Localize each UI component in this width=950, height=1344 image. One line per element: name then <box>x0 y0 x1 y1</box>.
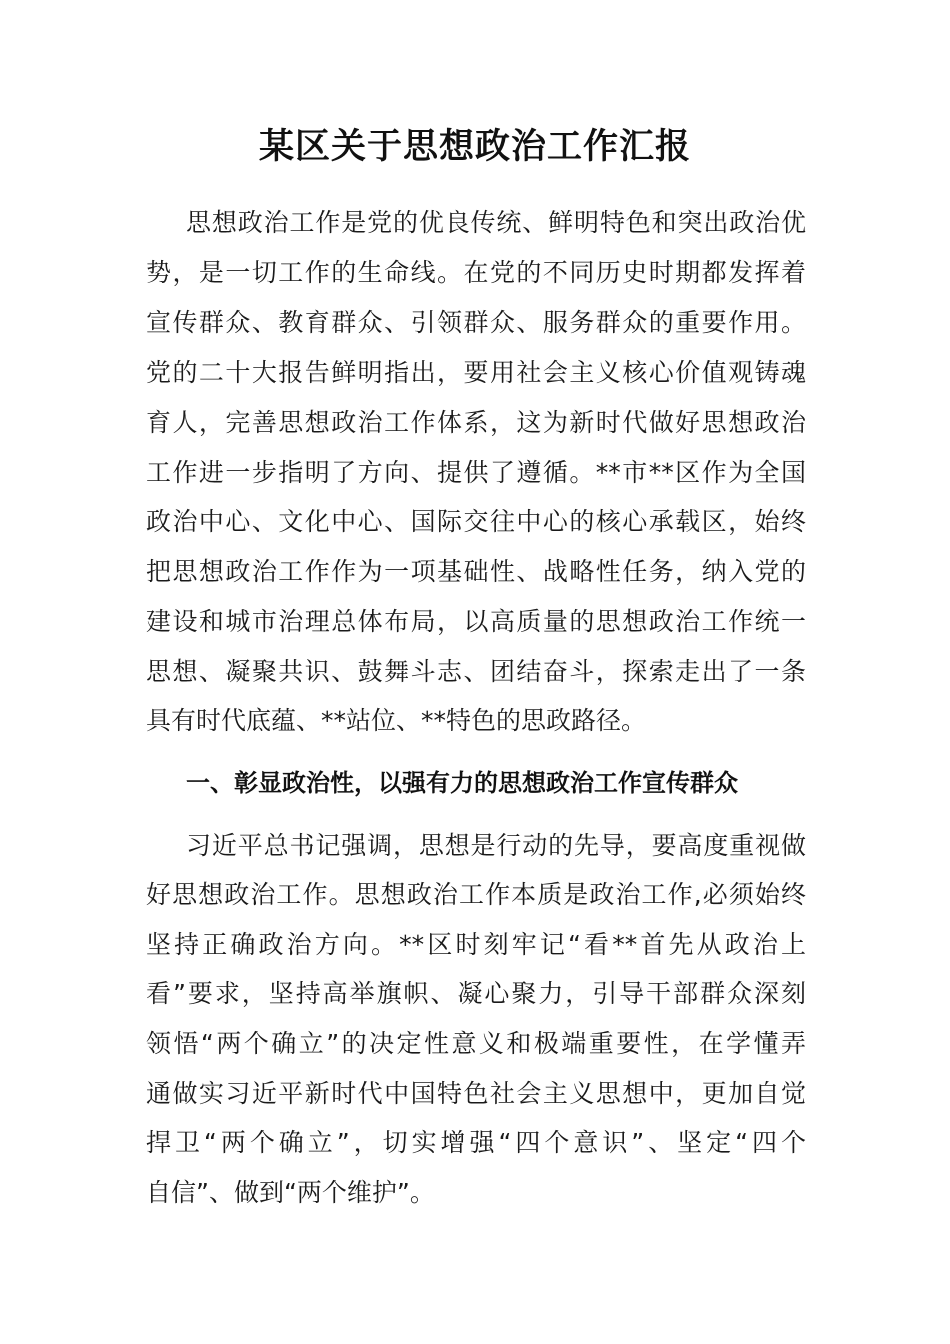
paragraph-line: 坚持正确政治方向。**区时刻牢记“看**首先从政治上 <box>146 930 806 959</box>
paragraph-line: 通做实习近平新时代中国特色社会主义思想中，更加自觉 <box>146 1079 806 1108</box>
paragraph-line: 势，是一切工作的生命线。在党的不同历史时期都发挥着 <box>146 258 806 287</box>
document-title: 某区关于思想政治工作汇报 <box>258 126 691 167</box>
paragraph-line: 宣传群众、教育群众、引领群众、服务群众的重要作用。 <box>146 308 806 337</box>
paragraph-line: 自信”、做到“两个维护”。 <box>146 1178 435 1207</box>
paragraph-line: 捍卫“两个确立”，切实增强“四个意识”、坚定“四个 <box>146 1128 806 1157</box>
paragraph-line: 把思想政治工作作为一项基础性、战略性任务，纳入党的 <box>146 557 806 586</box>
paragraph-line: 思想、凝聚共识、鼓舞斗志、团结奋斗，探索走出了一条 <box>146 657 806 686</box>
paragraph-line: 好思想政治工作。思想政治工作本质是政治工作,必须始终 <box>146 880 806 909</box>
paragraph-line: 领悟“两个确立”的决定性意义和极端重要性，在学懂弄 <box>146 1029 806 1058</box>
section-heading: 一、彰显政治性，以强有力的思想政治工作宣传群众 <box>186 769 738 797</box>
paragraph-line: 思想政治工作是党的优良传统、鲜明特色和突出政治优 <box>186 208 806 237</box>
paragraph-line: 看”要求，坚持高举旗帜、凝心聚力，引导干部群众深刻 <box>146 979 806 1008</box>
paragraph-line: 党的二十大报告鲜明指出，要用社会主义核心价值观铸魂 <box>146 358 806 387</box>
paragraph-line: 政治中心、文化中心、国际交往中心的核心承载区，始终 <box>146 507 806 536</box>
paragraph-line: 习近平总书记强调，思想是行动的先导，要高度重视做 <box>186 831 806 860</box>
paragraph-line: 建设和城市治理总体布局，以高质量的思想政治工作统一 <box>146 607 806 636</box>
paragraph-line: 育人，完善思想政治工作体系，这为新时代做好思想政治 <box>146 408 806 437</box>
paragraph-line: 工作进一步指明了方向、提供了遵循。**市**区作为全国 <box>146 458 806 487</box>
paragraph-line: 具有时代底蕴、**站位、**特色的思政路径。 <box>146 706 647 735</box>
